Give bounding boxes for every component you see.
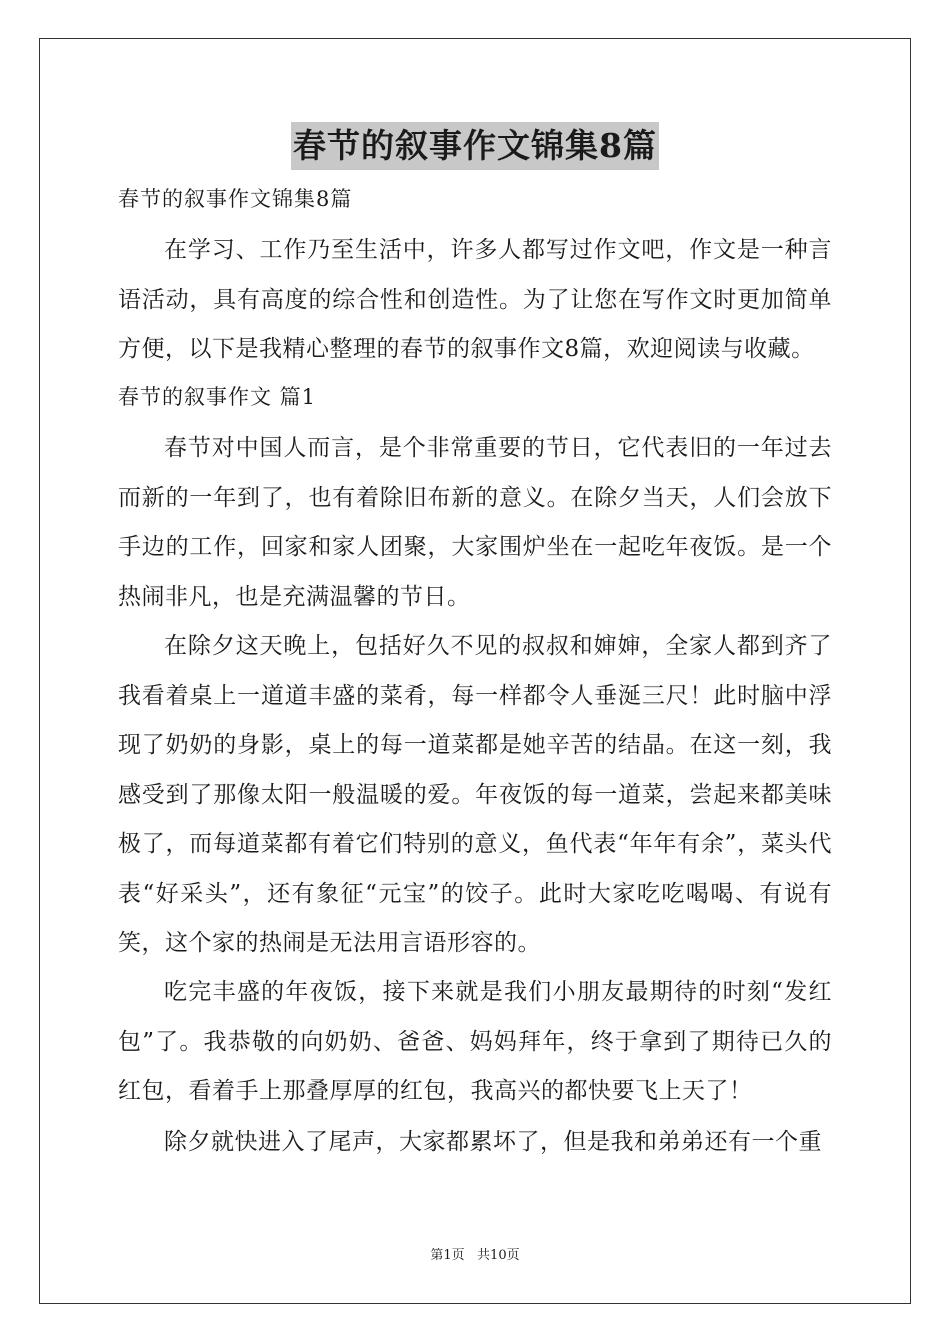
intro-paragraph: 在学习、工作乃至生活中，许多人都写过作文吧，作文是一种言语活动，具有高度的综合性和创造性。为了让您在写作文时更加简单方便，以下是我精心整理的春节的叙事作文8篇，欢迎阅读与收藏。: [118, 237, 832, 362]
page-footer: 第1页 共10页: [430, 1248, 520, 1263]
body-paragraph: 春节对中国人而言，是个非常重要的节日，它代表旧的一年过去而新的一年到了，也有着除旧布新的意义。在除夕当天，人们会放下手边的工作，回家和家人团聚，大家围炉坐在一起吃年夜饭。是一个热闹非凡，也是充满温馨的节日。: [118, 435, 832, 610]
document-title: 春节的叙事作文锦集8篇: [291, 122, 659, 170]
body-paragraph: 吃完丰盛的年夜饭，接下来就是我们小朋友最期待的时刻“发红包”了。我恭敬的向奶奶、爸爸、妈妈拜年，终于拿到了期待已久的红包，看着手上那叠厚厚的红包，我高兴的都快要飞上天了！: [118, 979, 832, 1104]
body-paragraph: 除夕就快进入了尾声，大家都累坏了，但是我和弟弟还有一个重: [164, 1129, 822, 1155]
body-paragraph: 在除夕这天晚上，包括好久不见的叔叔和婶婶，全家人都到齐了我看着桌上一道道丰盛的菜肴，每一样都令人垂涎三尺！此时脑中浮现了奶奶的身影，桌上的每一道菜都是她辛苦的结晶。在这一刻，我感受到了那像太阳一般温暖的爱。年夜饭的每一道菜，尝起来都美味极了，而每道菜都有着它们特别的意义，鱼代表“年年有余”，菜头代表“好采头”，还有象征“元宝”的饺子。此时大家吃吃喝喝、有说有笑，这个家的热闹是无法用言语形容的。: [118, 633, 832, 956]
section-heading: 春节的叙事作文 篇1: [118, 385, 317, 409]
title-wrapper: [0, 122, 950, 170]
document-subtitle: 春节的叙事作文锦集8篇: [118, 187, 353, 211]
